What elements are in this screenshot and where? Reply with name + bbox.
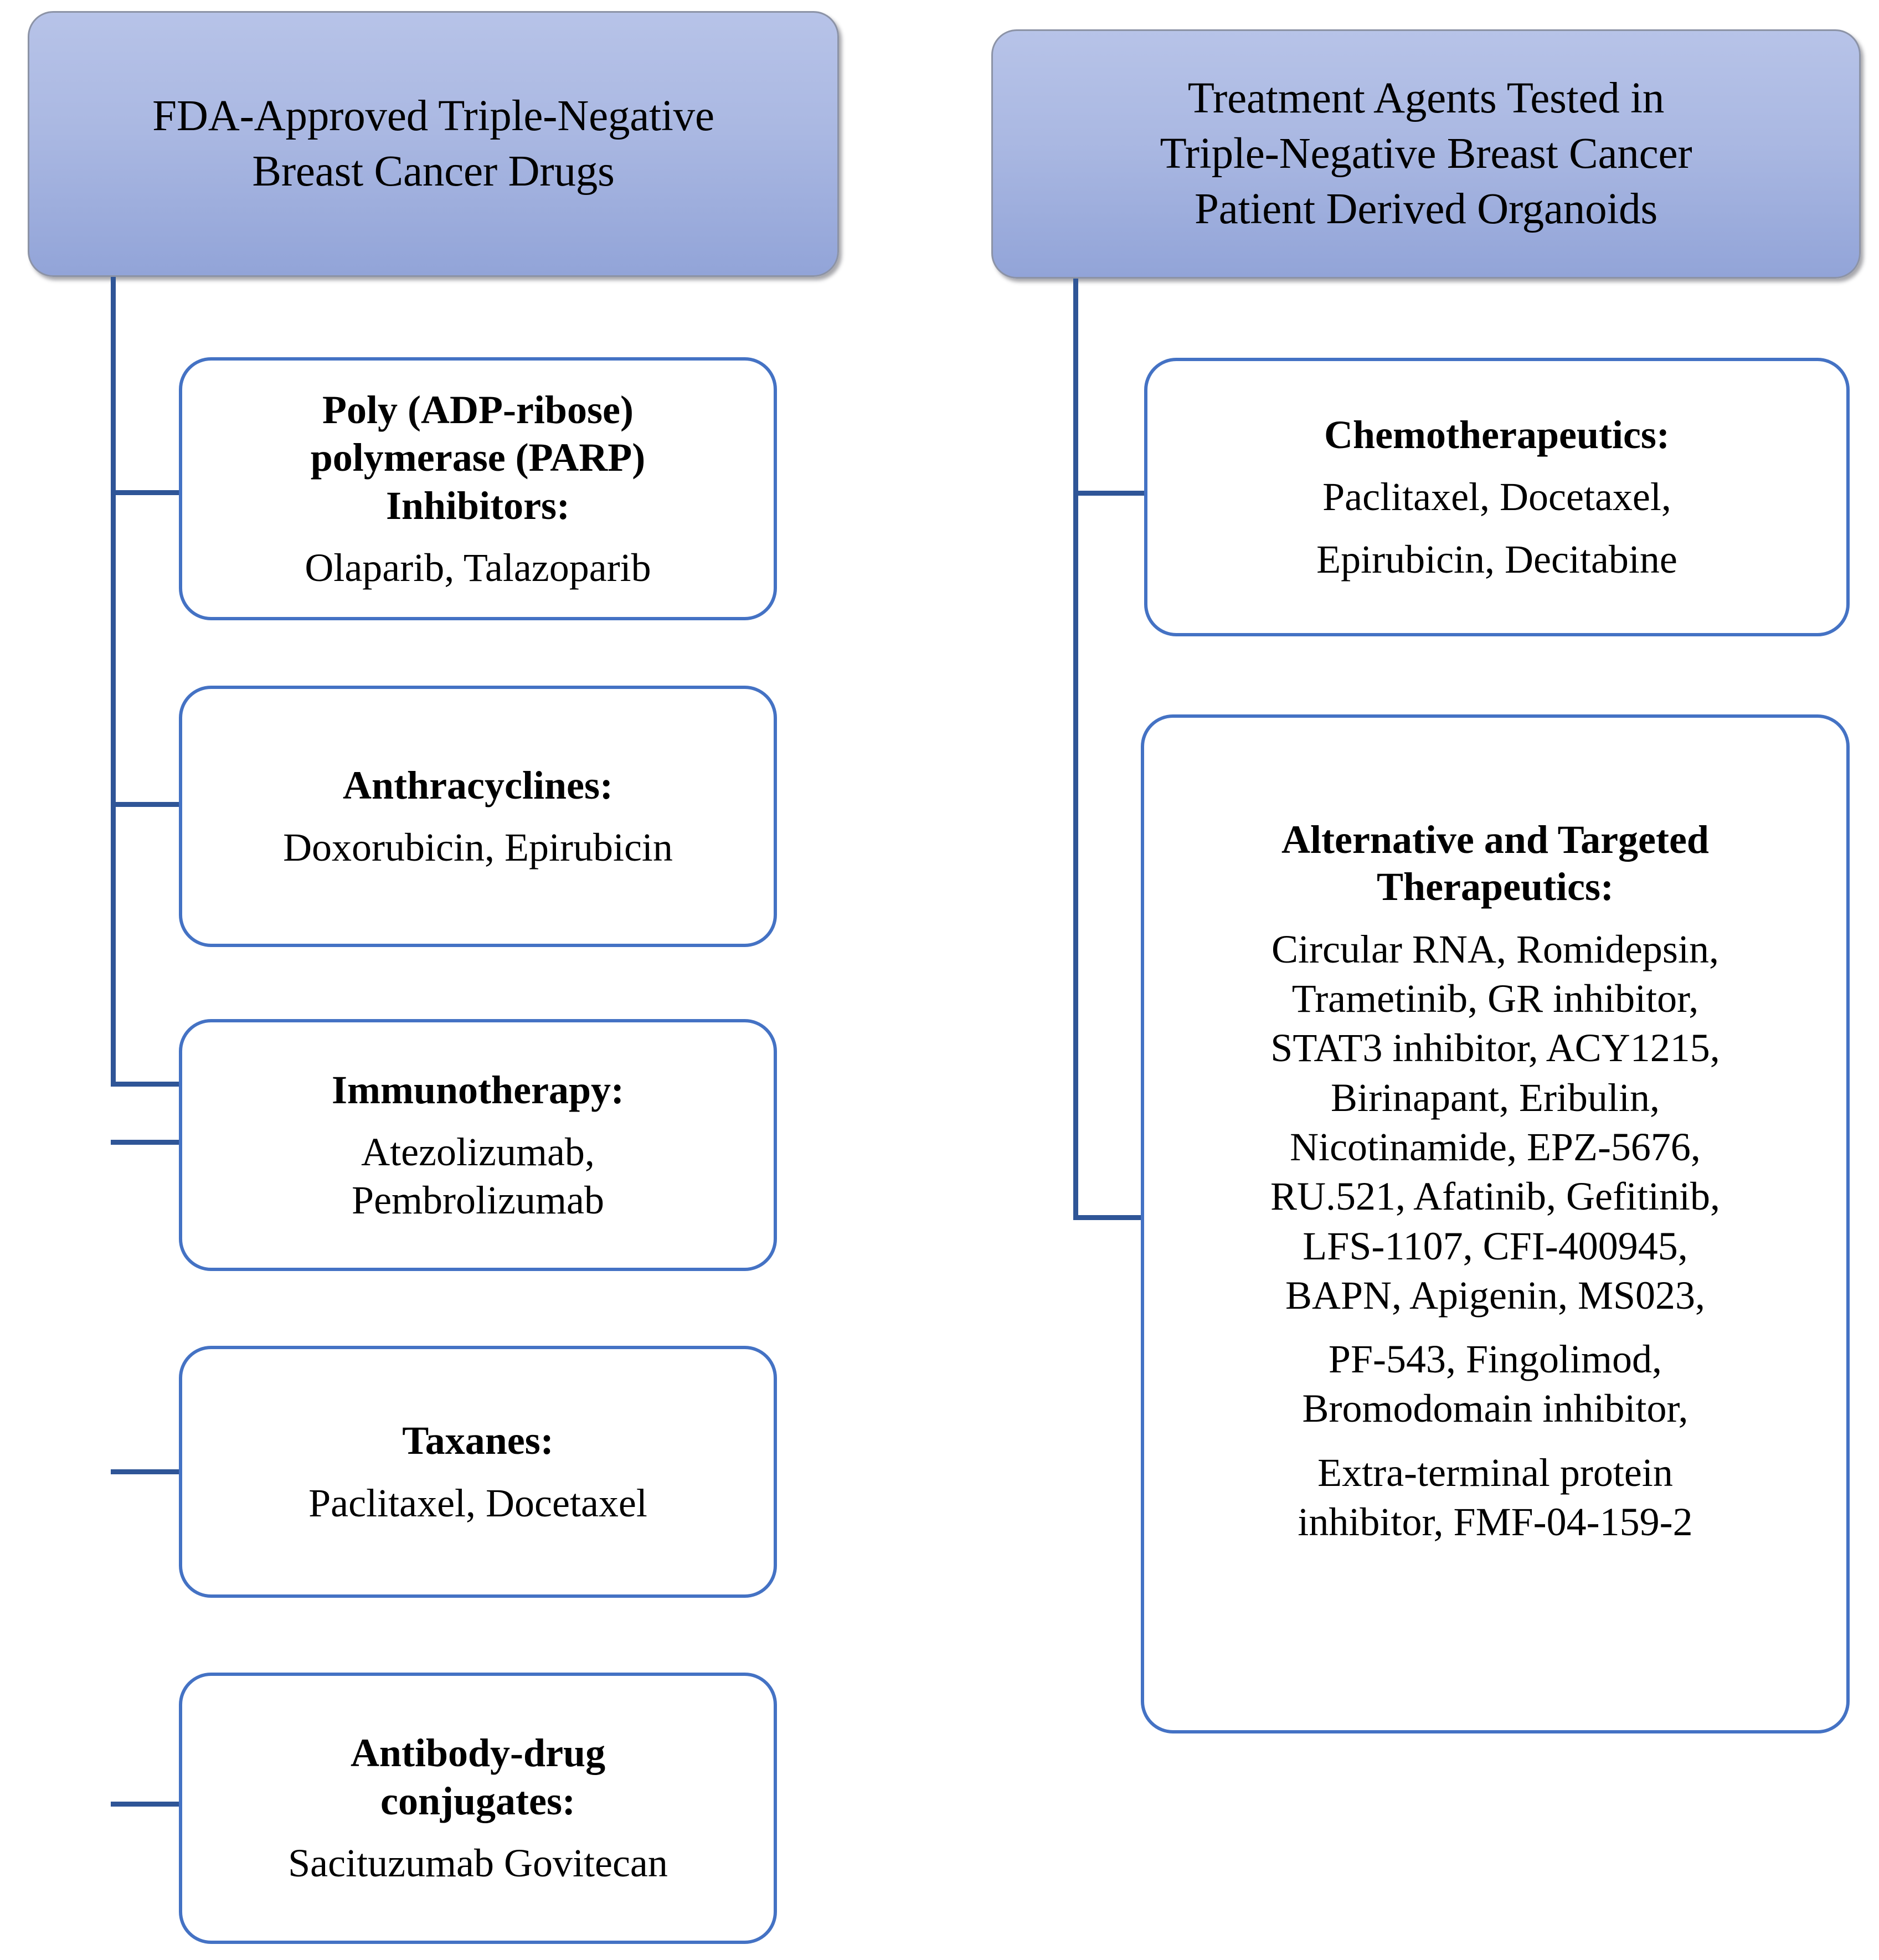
right-header-line-2: Triple-Negative Breast Cancer [1160,129,1692,178]
node-alternative-targeted-therapeutics[interactable] [1141,714,1850,1733]
node-immunotherapy-body [352,1128,604,1224]
node-alt-body-line-10: Bromodomain inhibitor, [1302,1386,1688,1431]
node-antibody-drug-conjugates[interactable] [179,1673,777,1944]
node-parp-title-line-3: Inhibitors: [385,483,570,528]
node-alt-body-line-11: Extra-terminal protein [1317,1450,1673,1495]
node-immunotherapy-title: Immunotherapy: [331,1067,624,1112]
node-alt-body-line-7: LFS-1107, CFI-400945, [1303,1223,1688,1268]
left-header-text [133,89,733,200]
node-chemo-body-1: Paclitaxel, Docetaxel, [1322,475,1671,519]
node-alt-body-line-5: Nicotinamide, EPZ-5676, [1290,1124,1701,1169]
right-connector-branch-2 [1073,1215,1145,1220]
node-alt-body-line-9: PF-543, Fingolimod, [1328,1337,1662,1382]
node-alt-body-line-12: inhibitor, FMF-04-159-2 [1298,1499,1693,1544]
left-header-line-1: FDA-Approved Triple-Negative [152,91,714,140]
node-alt-body-line-8: BAPN, Apigenin, MS023, [1285,1273,1706,1318]
left-connector-trunk [111,277,116,1087]
node-adc-body: Sacituzumab Govitecan [288,1841,668,1886]
node-alt-body-block-1 [1270,925,1720,1320]
left-header-box [28,11,839,277]
left-connector-branch-5b [111,1082,183,1087]
left-connector-branch-2 [111,802,183,807]
left-connector-branch-3 [111,1140,183,1145]
node-chemotherapeutics[interactable] [1144,358,1850,636]
node-alt-body-line-6: RU.521, Afatinib, Gefitinib, [1270,1174,1720,1219]
node-parp-inhibitors[interactable] [179,357,777,620]
node-immunotherapy-body-line-1: Atezolizumab, [361,1130,595,1175]
left-connector-branch-5 [111,1802,183,1807]
node-immunotherapy-body-line-2: Pembrolizumab [352,1177,604,1222]
node-alt-body-line-2: Trametinib, GR inhibitor, [1291,976,1699,1021]
right-connector-trunk [1073,279,1078,1220]
right-header-text [1141,71,1711,238]
node-parp-title-line-2: polymerase (PARP) [310,435,646,480]
node-anthracyclines-title: Anthracyclines: [343,763,613,807]
node-parp-title-line-1: Poly (ADP-ribose) [322,387,634,432]
node-anthracyclines[interactable] [179,686,777,947]
node-taxanes-body: Paclitaxel, Docetaxel [308,1480,647,1525]
node-alt-body-line-3: STAT3 inhibitor, ACY1215, [1270,1026,1720,1071]
node-chemo-title: Chemotherapeutics: [1324,412,1670,457]
node-parp-body: Olaparib, Talazoparib [305,545,651,590]
right-header-box [991,29,1861,279]
node-alt-body-line-1: Circular RNA, Romidepsin, [1271,927,1719,971]
node-alt-body-line-4: Birinapant, Eribulin, [1331,1075,1660,1120]
node-adc-title-line-1: Antibody-drug [350,1731,606,1776]
right-header-line-3: Patient Derived Organoids [1194,185,1658,234]
node-alt-body-block-3 [1298,1448,1692,1547]
node-alt-body-block-2 [1302,1335,1688,1434]
node-taxanes-title: Taxanes: [402,1418,554,1463]
node-immunotherapy[interactable] [179,1019,777,1271]
right-header-line-1: Treatment Agents Tested in [1187,74,1665,122]
node-alt-title [1281,816,1709,910]
node-adc-title-line-2: conjugates: [380,1778,575,1823]
left-connector-branch-4 [111,1469,183,1474]
node-parp-title [311,386,645,529]
left-connector-branch-1 [111,490,183,495]
node-alt-title-line-2: Therapeutics: [1377,864,1614,909]
node-taxanes[interactable] [179,1346,777,1598]
node-alt-title-line-1: Alternative and Targeted [1281,817,1709,862]
node-anthracyclines-body: Doxorubicin, Epirubicin [283,825,673,870]
right-connector-branch-1 [1073,491,1145,496]
node-adc-title [351,1729,605,1825]
node-chemo-body-2: Epirubicin, Decitabine [1316,537,1677,582]
left-header-line-2: Breast Cancer Drugs [252,147,615,196]
